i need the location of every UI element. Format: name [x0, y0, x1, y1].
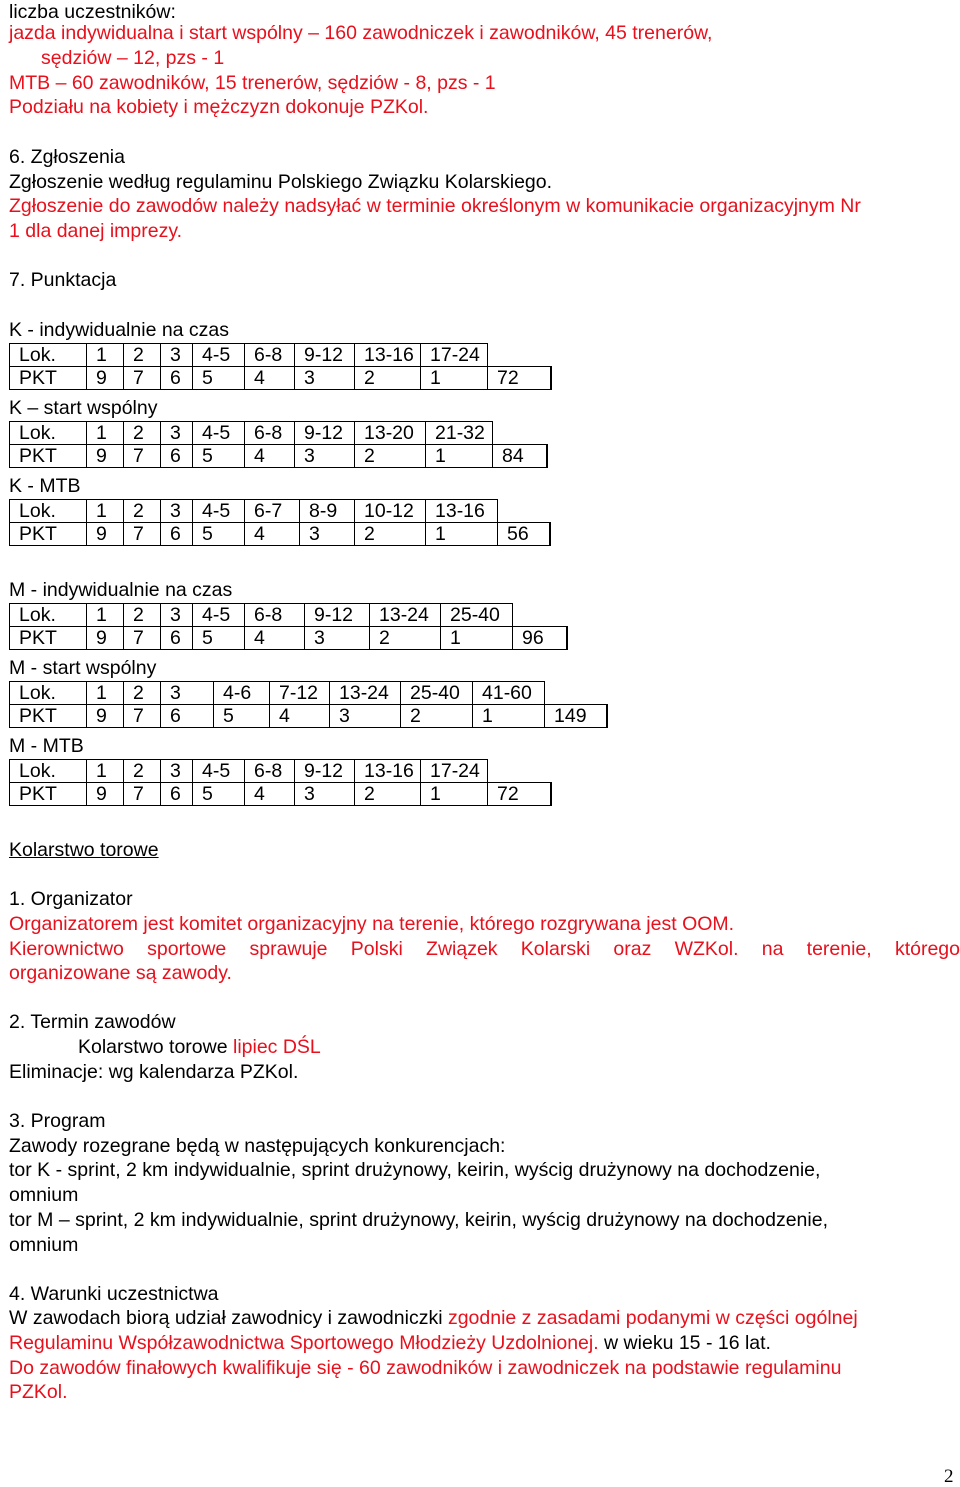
track-conditions-line-1: [9, 1306, 858, 1330]
table-cell: 1: [87, 604, 124, 627]
page-number: 2: [944, 1466, 954, 1487]
track-date-heading: 2. Termin zawodów: [9, 1011, 176, 1033]
points-table-m-mtb: [9, 759, 552, 806]
word: Polski: [350, 938, 403, 960]
table-cell: 9: [87, 523, 124, 546]
table-row-lok: [10, 500, 550, 523]
table-cell: 25-40: [441, 604, 513, 627]
table-cell: 6: [161, 627, 193, 650]
track-program-line-1: Zawody rozegrane będą w następujących konkurencjach:: [9, 1135, 506, 1157]
table-title-m-individual: M - indywidualnie na czas: [9, 579, 233, 601]
table-cell: 9: [87, 445, 124, 468]
table-cell: 6: [161, 783, 193, 806]
table-cell: Lok.: [10, 500, 87, 523]
table-total-cell: 72: [488, 783, 551, 806]
table-cell: 2: [355, 783, 421, 806]
table-cell: 6-8: [245, 344, 295, 367]
table-cell: 3: [300, 523, 355, 546]
table-cell: 13-16: [355, 344, 421, 367]
word: terenie,: [806, 938, 872, 960]
word: na: [761, 938, 784, 960]
table-cell: 1: [426, 445, 493, 468]
word: WZKol.: [674, 938, 739, 960]
table-cell: Lok.: [10, 760, 87, 783]
table-cell: 13-24: [330, 682, 401, 705]
table-row-pkt: [10, 367, 551, 390]
intro-line-individual: jazda indywidualna i start wspólny – 160 zawodniczek i zawodników, 45 trenerów,: [9, 22, 713, 44]
table-empty-cell: [488, 344, 551, 367]
track-date-value: lipiec DŚL: [232, 1036, 321, 1058]
table-cell: 13-16: [426, 500, 498, 523]
table-title-k-mass-start: K – start wspólny: [9, 397, 158, 419]
track-organizer-line-3: organizowane są zawody.: [9, 962, 232, 984]
word: Kierownictwo: [9, 938, 124, 960]
track-date-discipline: Kolarstwo torowe: [78, 1036, 233, 1058]
table-row-lok: [10, 604, 567, 627]
table-cell: 7: [124, 627, 161, 650]
conditions-text: W zawodach biorą udział zawodnicy i zawodniczki: [9, 1307, 448, 1329]
table-cell: 2: [124, 682, 161, 705]
word: oraz: [613, 938, 652, 960]
table-cell: 4: [245, 367, 295, 390]
table-cell: 3: [305, 627, 370, 650]
table-cell: 5: [193, 367, 245, 390]
table-cell: 6: [161, 367, 193, 390]
track-organizer-line-2: [9, 937, 960, 961]
table-cell: 4-6: [214, 682, 270, 705]
table-cell: 9-12: [305, 604, 370, 627]
table-cell: 6: [161, 705, 214, 728]
table-cell: 4: [245, 445, 295, 468]
table-cell: 2: [124, 760, 161, 783]
table-cell: 21-32: [426, 422, 493, 445]
table-cell: Lok.: [10, 422, 87, 445]
table-title-k-mtb: K - MTB: [9, 475, 81, 497]
table-title-m-mtb: M - MTB: [9, 735, 84, 757]
table-cell: 4: [245, 627, 305, 650]
table-cell: 4: [245, 523, 300, 546]
table-cell: 2: [124, 604, 161, 627]
conditions-text-red: zgodnie z zasadami podanymi w części ogólnej: [447, 1307, 858, 1329]
table-cell: 4: [270, 705, 330, 728]
table-total-cell: 149: [545, 705, 607, 728]
table-cell: 4-5: [193, 604, 245, 627]
table-cell: Lok.: [10, 344, 87, 367]
table-cell: 2: [124, 422, 161, 445]
table-empty-cell: [498, 500, 550, 523]
table-row-pkt: [10, 783, 551, 806]
table-cell: 41-60: [473, 682, 545, 705]
table-cell: 9-12: [295, 344, 355, 367]
track-date-line-2: Eliminacje: wg kalendarza PZKol.: [9, 1061, 299, 1083]
track-cycling-heading: Kolarstwo torowe: [9, 839, 159, 861]
table-row-lok: [10, 422, 547, 445]
track-program-line-5: omnium: [9, 1234, 79, 1256]
table-title-k-individual: K - indywidualnie na czas: [9, 319, 230, 341]
table-cell: 6-8: [245, 760, 295, 783]
table-cell: 3: [295, 445, 355, 468]
table-cell: 7: [124, 523, 161, 546]
table-row-lok: [10, 682, 607, 705]
table-cell: 25-40: [401, 682, 473, 705]
conditions-age: w wieku 15 - 16 lat.: [598, 1332, 771, 1354]
table-cell: 8-9: [300, 500, 355, 523]
track-program-line-2: tor K - sprint, 2 km indywidualnie, sprint drużynowy, keirin, wyścig drużynowy na dochodzenie,: [9, 1159, 821, 1181]
intro-line-division: Podziału na kobiety i mężczyzn dokonuje PZKol.: [9, 96, 429, 118]
table-cell: 1: [426, 523, 498, 546]
table-cell: 2: [401, 705, 473, 728]
table-cell: 1: [87, 682, 124, 705]
section-6-line-2: Zgłoszenie do zawodów należy nadsyłać w terminie określonym w komunikacie organizacyjnym Nr: [9, 195, 861, 217]
table-cell: 3: [161, 682, 214, 705]
table-row-pkt: [10, 445, 547, 468]
table-cell: 5: [193, 627, 245, 650]
table-cell: 2: [370, 627, 441, 650]
table-cell: 3: [161, 344, 193, 367]
table-cell: 1: [421, 367, 488, 390]
table-cell: 9: [87, 367, 124, 390]
table-empty-cell: [513, 604, 567, 627]
table-cell: 4: [245, 783, 295, 806]
table-cell: 13-20: [355, 422, 426, 445]
table-cell: 4-5: [193, 344, 245, 367]
table-cell: 17-24: [421, 344, 488, 367]
table-cell: PKT: [10, 445, 87, 468]
word: którego: [894, 938, 960, 960]
track-organizer-line-1: Organizatorem jest komitet organizacyjny na terenie, którego rozgrywana jest OOM.: [9, 913, 735, 935]
table-row-pkt: [10, 523, 550, 546]
track-conditions-line-4: PZKol.: [9, 1381, 68, 1403]
table-cell: 5: [214, 705, 270, 728]
table-cell: 4-5: [193, 500, 245, 523]
table-cell: 1: [87, 760, 124, 783]
table-cell: 2: [355, 445, 426, 468]
points-table-k-individual: [9, 343, 552, 390]
table-row-lok: [10, 760, 551, 783]
table-empty-cell: [493, 422, 547, 445]
table-cell: 7-12: [270, 682, 330, 705]
table-cell: 6-8: [245, 422, 295, 445]
table-row-pkt: [10, 705, 607, 728]
section-6-line-1: Zgłoszenie według regulaminu Polskiego Związku Kolarskiego.: [9, 171, 553, 193]
table-cell: 9: [87, 783, 124, 806]
word: sprawuje: [249, 938, 328, 960]
table-cell: 9-12: [295, 760, 355, 783]
table-cell: 17-24: [421, 760, 488, 783]
table-cell: 9: [87, 627, 124, 650]
section-7-heading: 7. Punktacja: [9, 269, 117, 291]
table-cell: 9: [87, 705, 124, 728]
table-cell: 3: [161, 422, 193, 445]
table-cell: 1: [421, 783, 488, 806]
table-cell: 3: [161, 604, 193, 627]
points-table-k-mtb: [9, 499, 551, 546]
points-table-m-mass-start: [9, 681, 608, 728]
table-cell: 3: [295, 367, 355, 390]
track-program-line-4: tor M – sprint, 2 km indywidualnie, sprint drużynowy, keirin, wyścig drużynowy na dochodzenie,: [9, 1209, 828, 1231]
table-cell: 7: [124, 783, 161, 806]
table-cell: 2: [355, 523, 426, 546]
track-conditions-line-3: Do zawodów finałowych kwalifikuje się - 60 zawodników i zawodniczek na podstawie regulaminu: [9, 1357, 842, 1379]
track-date-line-1: [78, 1035, 321, 1059]
intro-line-judges: sędziów – 12, pzs - 1: [41, 47, 225, 69]
table-cell: Lok.: [10, 682, 87, 705]
table-cell: 4-5: [193, 422, 245, 445]
table-cell: 3: [161, 500, 193, 523]
table-empty-cell: [545, 682, 607, 705]
table-cell: 5: [193, 445, 245, 468]
points-table-m-individual: [9, 603, 568, 650]
track-conditions-heading: 4. Warunki uczestnictwa: [9, 1283, 219, 1305]
intro-line-mtb: MTB – 60 zawodników, 15 trenerów, sędziów - 8, pzs - 1: [9, 72, 496, 94]
word: Kolarski: [520, 938, 591, 960]
table-cell: 2: [124, 344, 161, 367]
table-cell: 3: [161, 760, 193, 783]
intro-participants-label: liczba uczestników:: [9, 1, 176, 23]
table-row-lok: [10, 344, 551, 367]
table-cell: 3: [295, 783, 355, 806]
table-cell: PKT: [10, 627, 87, 650]
table-cell: PKT: [10, 367, 87, 390]
table-cell: 1: [87, 500, 124, 523]
table-total-cell: 96: [513, 627, 567, 650]
table-cell: 5: [193, 523, 245, 546]
section-6-heading: 6. Zgłoszenia: [9, 146, 125, 168]
table-cell: 6: [161, 523, 193, 546]
track-program-line-3: omnium: [9, 1184, 79, 1206]
table-cell: 9-12: [295, 422, 355, 445]
table-cell: 13-16: [355, 760, 421, 783]
table-cell: 5: [193, 783, 245, 806]
table-cell: 13-24: [370, 604, 441, 627]
table-cell: 6-7: [245, 500, 300, 523]
table-cell: PKT: [10, 523, 87, 546]
table-cell: 1: [87, 422, 124, 445]
table-total-cell: 84: [493, 445, 547, 468]
table-total-cell: 56: [498, 523, 550, 546]
points-table-k-mass-start: [9, 421, 548, 468]
table-row-pkt: [10, 627, 567, 650]
table-cell: 10-12: [355, 500, 426, 523]
table-cell: PKT: [10, 705, 87, 728]
table-cell: 2: [355, 367, 421, 390]
table-cell: 1: [87, 344, 124, 367]
table-cell: 1: [473, 705, 545, 728]
table-cell: 6: [161, 445, 193, 468]
table-cell: 7: [124, 445, 161, 468]
table-cell: PKT: [10, 783, 87, 806]
table-cell: 6-8: [245, 604, 305, 627]
table-empty-cell: [488, 760, 551, 783]
table-cell: 1: [441, 627, 513, 650]
table-cell: 4-5: [193, 760, 245, 783]
section-6-line-3: 1 dla danej imprezy.: [9, 220, 183, 242]
word: Związek: [426, 938, 498, 960]
track-program-heading: 3. Program: [9, 1110, 106, 1132]
table-total-cell: 72: [488, 367, 551, 390]
table-cell: 7: [124, 367, 161, 390]
table-cell: 2: [124, 500, 161, 523]
word: sportowe: [147, 938, 227, 960]
table-title-m-mass-start: M - start wspólny: [9, 657, 157, 679]
track-conditions-line-2: [9, 1331, 771, 1355]
conditions-regulation: Regulaminu Współzawodnictwa Sportowego Młodzieży Uzdolnionej.: [9, 1332, 599, 1354]
table-cell: Lok.: [10, 604, 87, 627]
track-organizer-heading: 1. Organizator: [9, 888, 133, 910]
table-cell: 7: [124, 705, 161, 728]
table-cell: 3: [330, 705, 401, 728]
